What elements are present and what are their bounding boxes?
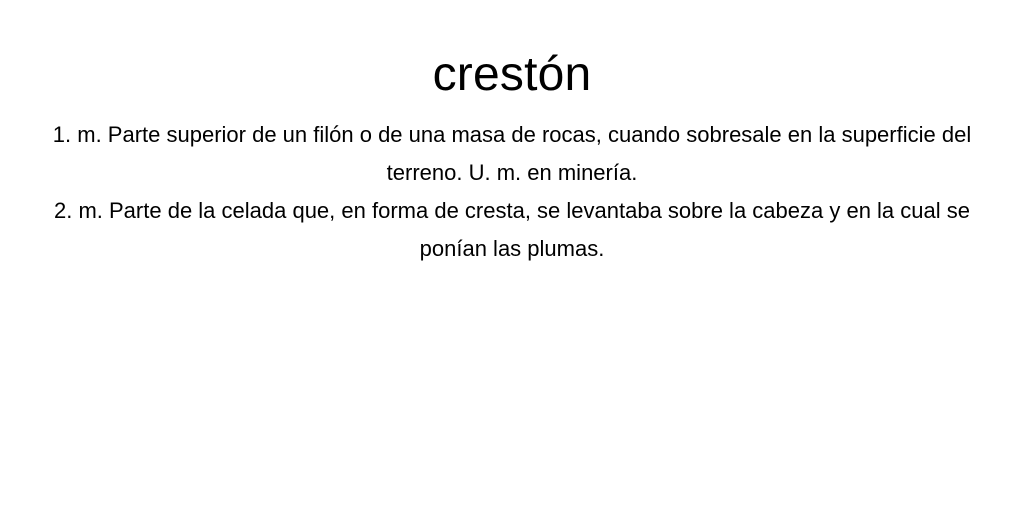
definition-item: 1. m. Parte superior de un filón o de una masa de rocas, cuando sobresale en la superficie del terreno. U. m. en minería. (52, 122, 972, 185)
definition-list (52, 116, 972, 268)
definition-item: 2. m. Parte de la celada que, en forma de cresta, se levantaba sobre la cabeza y en la cual se ponían las plumas. (54, 198, 970, 261)
headword: crestón (432, 48, 592, 101)
